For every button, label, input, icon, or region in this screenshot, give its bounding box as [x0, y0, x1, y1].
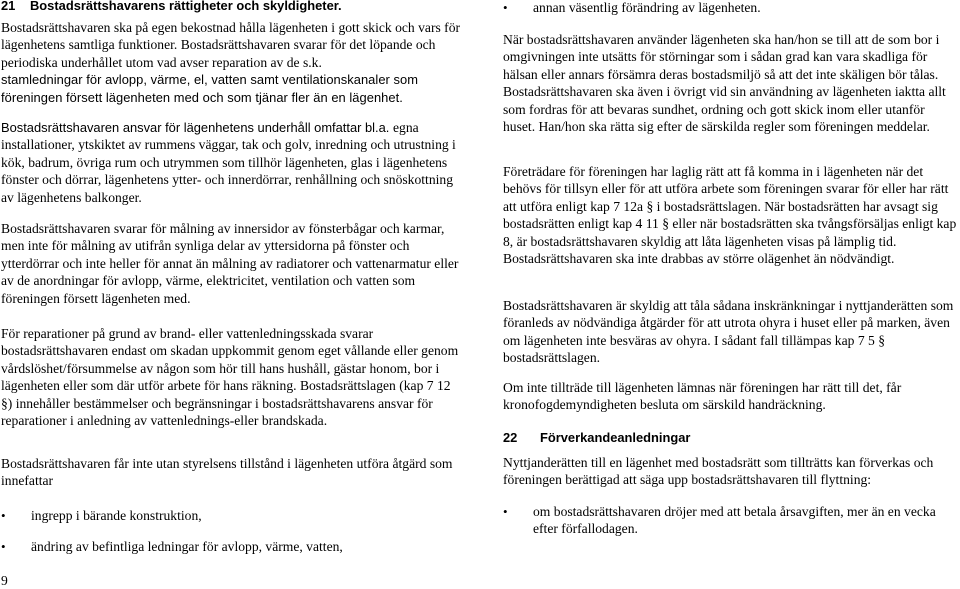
- section-21-title: Bostadsrättshavarens rättigheter och skyldigheter.: [30, 0, 342, 13]
- list-item-text: annan väsentlig förändring av lägenheten.: [533, 0, 761, 15]
- section-22-number: 22: [503, 430, 518, 445]
- section-22-heading: [503, 430, 958, 446]
- list-item: [1, 538, 463, 555]
- paragraph-painting: Bostadsrättshavaren svarar för målning av innersidor av fönsterbågar och karmar, men inte för målning av utifrån synliga delar av yttersidorna på fönster och ytterdörrar och inte heller för annat än målning av radiatorer och vattenarmatur eller av de anordningar för avlopp, värme, elektricitet, ventilation och vatten som föreningen försett lägenheten med.: [1, 221, 459, 306]
- paragraph-permission: Bostadsrättshavaren får inte utan styrelsens tillstånd i lägenheten utföra åtgärd som innefattar: [1, 456, 453, 489]
- paragraph-pest-control: Bostadsrättshavaren är skyldig att tåla sådana inskränkningar i nyttjanderätten som föranleds av nödvändiga åtgärder för att utrota ohyra i huset eller på marken, även om lägenheten inte besväras av ohyra. I sådant fall tillämpas kap 7 5 § bostadsrättslagen.: [503, 298, 954, 366]
- section-22-title: Förverkandeanledningar: [540, 430, 691, 445]
- section-21-number: 21: [1, 0, 16, 13]
- page-number: 9: [1, 573, 8, 588]
- bullet-icon: •: [503, 0, 508, 15]
- section-21-heading: [1, 0, 461, 14]
- bullet-icon: •: [503, 504, 508, 519]
- list-item-text: om bostadsrättshavaren dröjer med att betala årsavgiften, mer än en vecka efter förfallodagen.: [533, 504, 936, 537]
- paragraph-responsibility-serif: egna installationer, ytskiktet av rummens väggar, tak och golv, inredning och utrustning i kök, badrum, övriga rum och utrymmen som tillhör lägenheten, glas i lägenhetens fönster och dörrar, lägenhetens ytter- och innerdörrar, renhållning och snöskottning av lägenhetens balkonger.: [1, 120, 456, 205]
- bullet-icon: •: [1, 508, 6, 523]
- paragraph-responsibility-sans: Bostadsrättshavaren ansvar för lägenhetens underhåll omfattar bl.a.: [1, 120, 390, 135]
- paragraph-maintenance-intro: [1, 19, 463, 106]
- list-item-text: ändring av befintliga ledningar för avlopp, värme, vatten,: [31, 539, 343, 554]
- paragraph-maintenance-serif: Bostadsrättshavaren ska på egen bekostnad hålla lägenheten i gott skick och vars för lägenhetens samtliga funktioner. Bostadsrättshavaren svarar för det löpande och periodiska underhållet utom vad avser reparation av de s.k.: [1, 20, 461, 70]
- paragraph-responsibility: [1, 119, 463, 206]
- list-item: [1, 507, 463, 524]
- paragraph-forfeiture: Nyttjanderätten till en lägenhet med bostadsrätt som tillträtts kan förverkas och föreningen berättigad att säga upp bostadsrättshavaren till flyttning:: [503, 455, 934, 488]
- paragraph-disturbance: När bostadsrättshavaren använder lägenheten ska han/hon se till att de som bor i omgivningen inte utsätts för störningar som i sådan grad kan vara skadliga för hälsan eller annars försämra deras bostadsmiljö så att det inte skäligen bör tålas. Bostadsrättshavaren ska även i övrigt vid sin användning av lägenheten iaktta allt som fordras för att bevaras sundhet, ordning och gott skick inom eller utanför huset. Han/hon ska rätta sig efter de särskilda regler som föreningen meddelar.: [503, 32, 946, 135]
- list-item-text: ingrepp i bärande konstruktion,: [31, 508, 202, 523]
- bullet-icon: •: [1, 539, 6, 554]
- paragraph-access: Företrädare för föreningen har laglig rätt att få komma in i lägenheten när det behövs för tillsyn eller för att utföra arbete som föreningen svarar för eller har rätt att utföra enligt kap 7 12a § i bostadsrättslagen. När bostadsrätten har avsagt sig bostadsrätten enligt kap 4 11 § eller när bostadsrätten ska tvångsförsäljas enligt kap 8, är bostadsrättshavaren skyldig att låta lägenheten visas på lämplig tid. Bostadsrättshavaren ska inte drabbas av större olägenhet än nödvändigt.: [503, 164, 957, 267]
- list-item: [503, 0, 960, 16]
- paragraph-maintenance-sans: stamledningar för avlopp, värme, el, vatten samt ventilationskanaler som föreningen försett lägenheten med och som tjänar fler än en lägenhet.: [1, 72, 419, 105]
- paragraph-enforcement: Om inte tillträde till lägenheten lämnas när föreningen har rätt till det, får kronofogdemyndigheten besluta om särskild handräckning.: [503, 380, 902, 413]
- paragraph-repairs: För reparationer på grund av brand- eller vattenledningsskada svarar bostadsrättshavaren endast om skadan uppkommit genom eget vållande eller genom vårdslöshet/försummelse av någon som hör till hans hushåll, gästar honom, bor i lägenheten eller som där utför arbete för hans räkning. Bostadsrättslagen (kap 7 12 §) innehåller bestämmelser och begränsningar i bostadsrättshavarens ansvar för reparationer i anledning av vattenlednings-eller brandskada.: [1, 326, 459, 429]
- list-item: [503, 503, 960, 538]
